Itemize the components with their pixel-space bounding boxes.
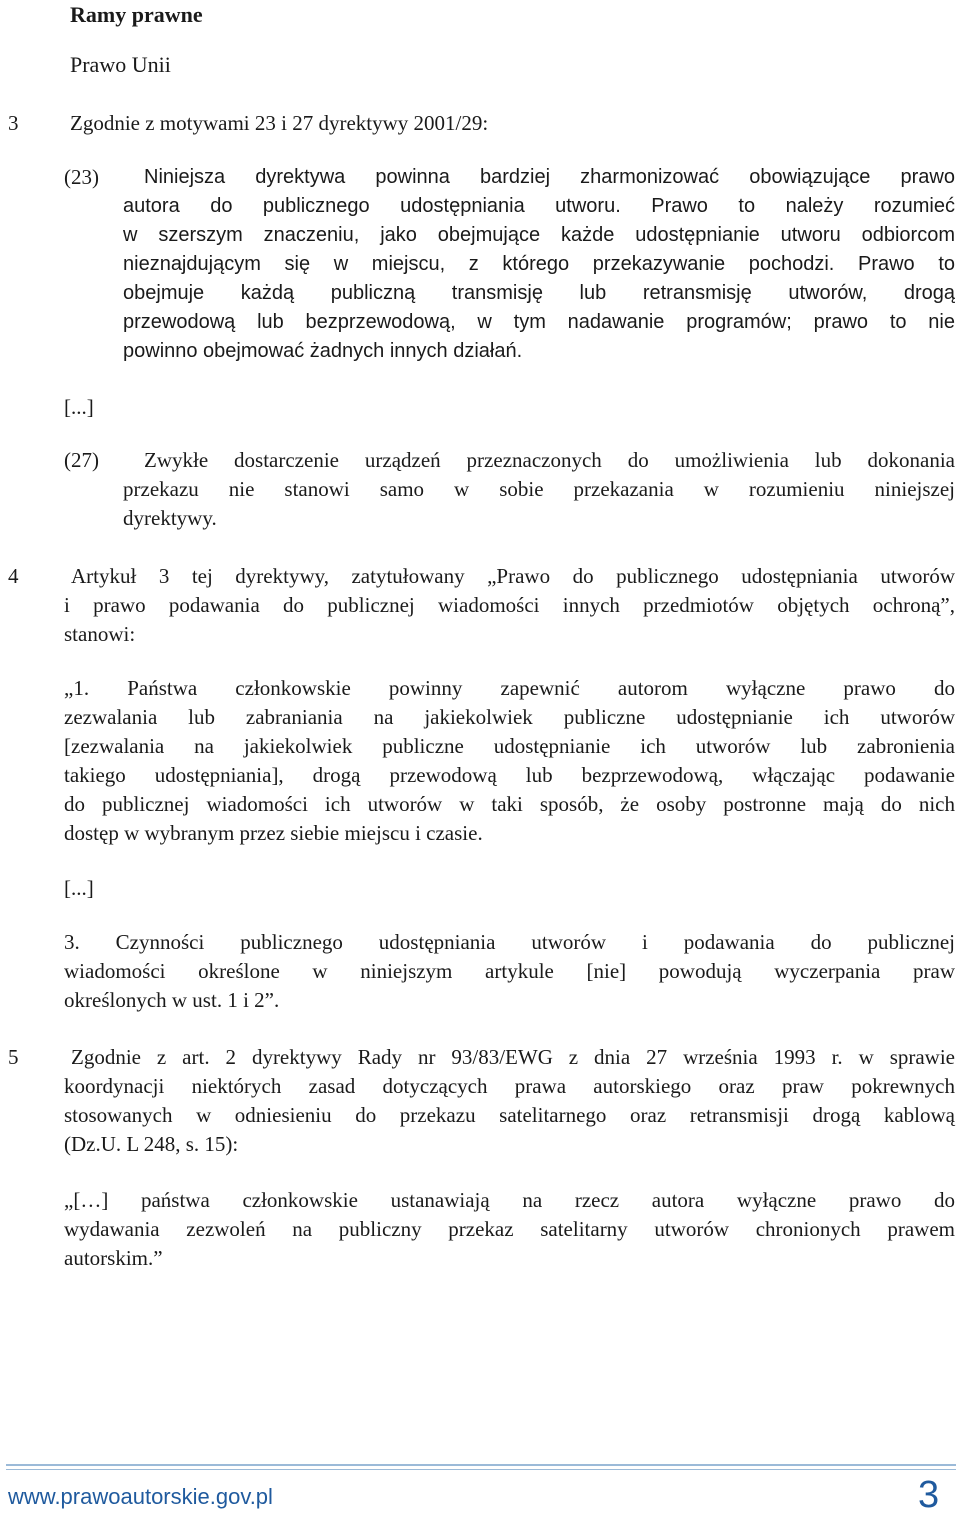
recital-23-line: obejmuje każdą publiczną transmisję lub retransmisję utworów, drogą [123, 282, 955, 304]
footer-rule [6, 1464, 956, 1466]
paragraph-4-text [64, 562, 955, 649]
paragraph-5-line: Zgodnie z art. 2 dyrektywy Rady nr 93/83/EWG z dnia 27 września 1993 r. w sprawie [71, 1045, 955, 1069]
recital-23-line: w szerszym znaczeniu, jako obejmujące każde udostępnianie utworu odbiorcom [123, 224, 955, 246]
section-subheading: Prawo Unii [70, 52, 171, 77]
recital-23-line: Niniejsza dyrektywa powinna bardziej zharmonizować obowiązujące prawo [144, 166, 955, 188]
paragraph-4-line: stanowi: [64, 622, 136, 646]
quote-line: [zezwalania na jakiekolwiek publiczne udostępnianie ich utworów lub zabronienia [64, 734, 955, 758]
quote-line: wydawania zezwoleń na publiczny przekaz satelitarny utworów chronionych prawem [64, 1217, 955, 1241]
recital-23-line: nieznajdującym się w miejscu, z którego przekazywanie pochodzi. Prawo to [123, 253, 955, 275]
paragraph-4-line: Artykuł 3 tej dyrektywy, zatytułowany „Prawo do publicznego udostępniania utworów [71, 564, 955, 588]
recital-27-line: Zwykłe dostarczenie urządzeń przeznaczonych do umożliwienia lub dokonania [144, 448, 955, 472]
recital-23-label: (23) [64, 165, 99, 189]
paragraph-3-intro: Zgodnie z motywami 23 i 27 dyrektywy 2001/29: [70, 111, 489, 135]
paragraph-number-5: 5 [8, 1045, 19, 1069]
recital-27-line: przekazu nie stanowi samo w sobie przekazania w rozumieniu niniejszej [123, 477, 955, 501]
paragraph-number-4: 4 [8, 564, 19, 588]
page-number: 3 [918, 1474, 940, 1516]
quote-directive-93-83 [64, 1186, 955, 1273]
paragraph-4-line: i prawo podawania do publicznej wiadomości innych przedmiotów objętych ochroną”, [64, 593, 955, 617]
recital-27-text [123, 446, 955, 533]
quote-line: określonych w ust. 1 i 2”. [64, 988, 280, 1012]
paragraph-5-line: koordynacji niektórych zasad dotyczących prawa autorskiego oraz praw pokrewnych [64, 1074, 955, 1098]
paragraph-5-line: (Dz.U. L 248, s. 15): [64, 1132, 239, 1156]
quote-article-3-para-3 [64, 928, 955, 1015]
footer-url-link[interactable]: www.prawoautorskie.gov.pl [8, 1484, 273, 1509]
paragraph-5-text [64, 1043, 955, 1159]
recital-27-label: (27) [64, 448, 99, 472]
quote-article-3-para-1 [64, 674, 955, 848]
recital-27-line: dyrektywy. [123, 506, 217, 530]
paragraph-number-3: 3 [8, 111, 19, 135]
quote-line: takiego udostępniania], drogą przewodową lub bezprzewodową, włączając podawanie [64, 763, 955, 787]
quote-line: autorskim.” [64, 1246, 163, 1270]
quote-line: zezwalania lub zabraniania na jakiekolwiek publiczne udostępnianie ich utworów [64, 705, 955, 729]
ellipsis: [...] [64, 876, 94, 900]
quote-line: 3. Czynności publicznego udostępniania utworów i podawania do publicznej [64, 930, 955, 954]
ellipsis: [...] [64, 395, 94, 419]
paragraph-5-line: stosowanych w odniesieniu do przekazu satelitarnego oraz retransmisji drogą kablową [64, 1103, 955, 1127]
quote-line: do publicznej wiadomości ich utworów w taki sposób, że osoby postronne mają do nich [64, 792, 955, 816]
recital-23-text [123, 163, 955, 366]
quote-line: wiadomości określone w niniejszym artykule [nie] powodują wyczerpania praw [64, 959, 955, 983]
quote-line: dostęp w wybranym przez siebie miejscu i czasie. [64, 821, 483, 845]
recital-23-line: przewodową lub bezprzewodową, w tym nadawanie programów; prawo to nie [123, 311, 955, 333]
recital-23-line: powinno obejmować żadnych innych działań. [123, 340, 523, 362]
footer-rule-thin [6, 1469, 956, 1470]
section-heading: Ramy prawne [70, 2, 203, 27]
recital-23-line: autora do publicznego udostępniania utworu. Prawo to należy rozumieć [123, 195, 955, 217]
quote-line: „1. Państwa członkowskie powinny zapewnić autorom wyłączne prawo do [64, 676, 955, 700]
quote-line: „[…] państwa członkowskie ustanawiają na rzecz autora wyłączne prawo do [64, 1188, 955, 1212]
